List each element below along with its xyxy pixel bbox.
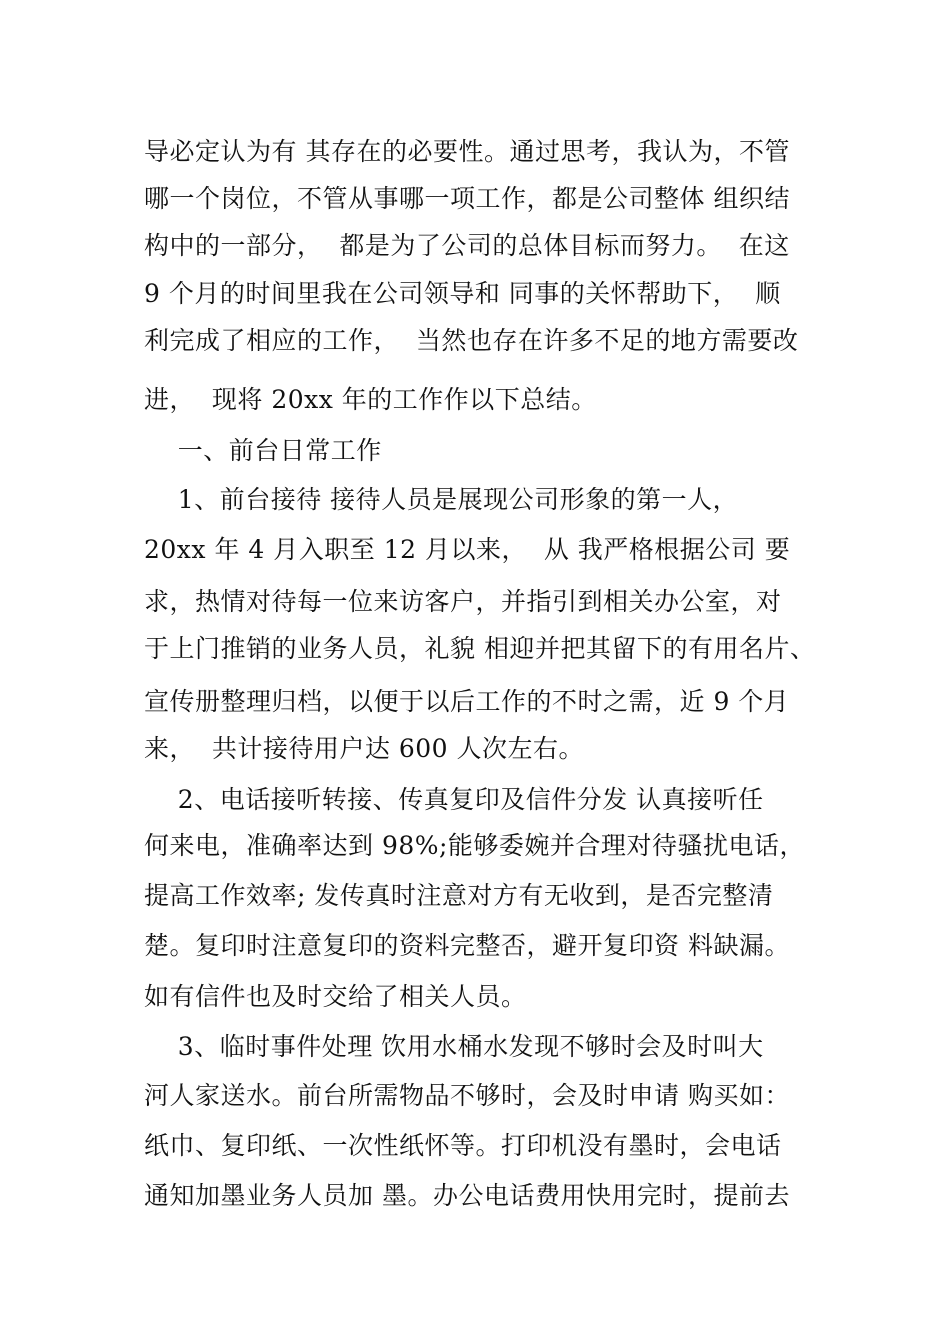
text-line: 来， 共计接待用户达 600 人次左右。	[144, 734, 585, 763]
text-line: 于上门推销的业务人员，礼貌 相迎并把其留下的有用名片、	[144, 634, 816, 663]
text-line: 纸巾、复印纸、一次性纸怀等。打印机没有墨时，会电话	[144, 1131, 782, 1160]
text-line: 楚。复印时注意复印的资料完整否，避开复印资 料缺漏。	[144, 931, 790, 960]
text-line: 何来电，准确率达到 98%;能够委婉并合理对待骚扰电话，	[144, 831, 805, 860]
section-heading: 一、前台日常工作	[144, 436, 382, 465]
text-line: 如有信件也及时交给了相关人员。	[144, 982, 527, 1011]
text-line: 构中的一部分， 都是为了公司的总体目标而努力。 在这	[144, 231, 790, 260]
text-line: 哪一个岗位，不管从事哪一项工作，都是公司整体 组织结	[144, 184, 790, 213]
text-line: 3、临时事件处理 饮用水桶水发现不够时会及时叫大	[144, 1032, 764, 1061]
text-line: 9 个月的时间里我在公司领导和 同事的关怀帮助下， 顺	[144, 279, 781, 308]
text-line: 求，热情对待每一位来访客户，并指引到相关办公室，对	[144, 587, 782, 616]
text-line: 进， 现将 20xx 年的工作作以下总结。	[144, 385, 597, 414]
text-line: 利完成了相应的工作， 当然也存在许多不足的地方需要改	[144, 326, 799, 355]
text-line: 2、电话接听转接、传真复印及信件分发 认真接听任	[144, 785, 764, 814]
text-line: 提高工作效率; 发传真时注意对方有无收到，是否完整清	[144, 881, 774, 910]
text-line: 1、前台接待 接待人员是展现公司形象的第一人，	[144, 485, 739, 514]
text-line: 通知加墨业务人员加 墨。办公电话费用快用完时，提前去	[144, 1181, 790, 1210]
text-line: 宣传册整理归档，以便于以后工作的不时之需，近 9 个月	[144, 687, 790, 716]
text-line: 20xx 年 4 月入职至 12 月以来， 从 我严格根据公司 要	[144, 535, 791, 564]
text-line: 导必定认为有 其存在的必要性。通过思考，我认为，不管	[144, 137, 790, 166]
text-line: 河人家送水。前台所需物品不够时，会及时申请 购买如：	[144, 1081, 790, 1110]
